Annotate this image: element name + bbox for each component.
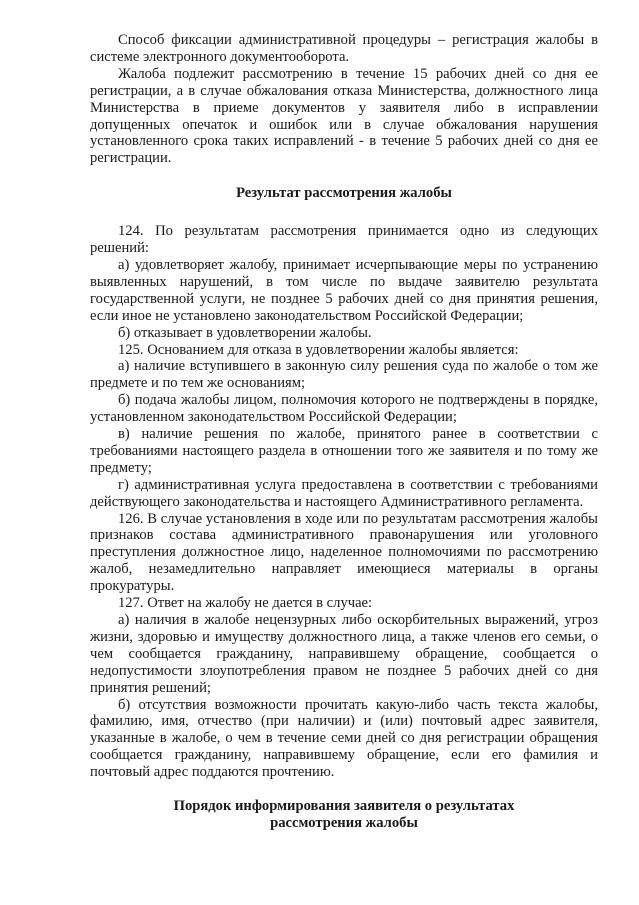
paragraph-127-b: б) отсутствия возможности прочитать какую-либо часть текста жалобы, фамилию, имя, отчество (при наличии) и (или) почтовый адрес заявителя, указанные в жалобе, о чем в течение семи дней со дня регистрации обращения сообщается гражданину, направившему обращение, если его фамилия и почтовый адрес поддаются прочтению. — [90, 696, 598, 781]
paragraph-125-a: а) наличие вступившего в законную силу решения суда по жалобе о том же предмете и по тем же основаниям; — [90, 358, 598, 392]
paragraph-127-a: а) наличия в жалобе нецензурных либо оскорбительных выражений, угроз жизни, здоровью и имуществу должностного лица, а также членов его семьи, о чем сообщается гражданину, направившему обращение, сообщается о недопустимости злоупотребления правом не позднее 5 рабочих дней со дня принятия решений; — [90, 612, 598, 696]
paragraph-review-period: Жалоба подлежит рассмотрению в течение 15 рабочих дней со дня ее регистрации, а в случае обжалования отказа Министерства, должностного лица Министерства в приеме документов у заявителя либо в исправлении допущенных опечаток и ошибок или в случае обжалования нарушения установленного срока таких исправлений - в течение 5 рабочих дней со дня ее регистрации. — [90, 65, 598, 167]
paragraph-124-a: а) удовлетворяет жалобу, принимает исчерпывающие меры по устранению выявленных нарушений, в том числе по выдаче заявителю результата государственной услуги, не позднее 5 рабочих дней со дня принятия решения, если иное не установлено законодательством Российской Федерации; — [90, 256, 598, 324]
paragraph-124-b: б) отказывает в удовлетворении жалобы. — [118, 324, 372, 341]
paragraph-124: 124. По результатам рассмотрения принимается одно из следующих решений: — [90, 223, 598, 257]
heading-informing-line-2: рассмотрения жалобы — [270, 814, 418, 831]
paragraph-fixation-method: Способ фиксации административной процедуры – регистрация жалобы в системе электронного документооборота. — [90, 32, 598, 65]
paragraph-125-v: в) наличие решения по жалобе, принятого ранее в соответствии с требованиями настоящего раздела в отношении того же заявителя и по тому же предмету; — [90, 426, 598, 476]
paragraph-125-b: б) подача жалобы лицом, полномочия которого не подтверждены в порядке, установленном законодательством Российской Федерации; — [90, 392, 598, 426]
heading-complaint-result: Результат рассмотрения жалобы — [236, 185, 452, 202]
paragraph-126: 126. В случае установления в ходе или по результатам рассмотрения жалобы признаков состава административного правонарушения или уголовного преступления должностное лицо, наделенное полномочиями по рассмотрению жалоб, незамедлительно направляет имеющиеся материалы в органы прокуратуры. — [90, 510, 598, 595]
document-content — [90, 32, 598, 832]
paragraph-125: 125. Основанием для отказа в удовлетворении жалобы является: — [118, 341, 519, 358]
paragraph-125-g: г) административная услуга предоставлена в соответствии с требованиями действующего законодательства и настоящего Административного регламента. — [90, 476, 598, 510]
heading-informing-line-1: Порядок информирования заявителя о результатах — [173, 798, 515, 815]
paragraph-127: 127. Ответ на жалобу не дается в случае: — [118, 595, 373, 612]
